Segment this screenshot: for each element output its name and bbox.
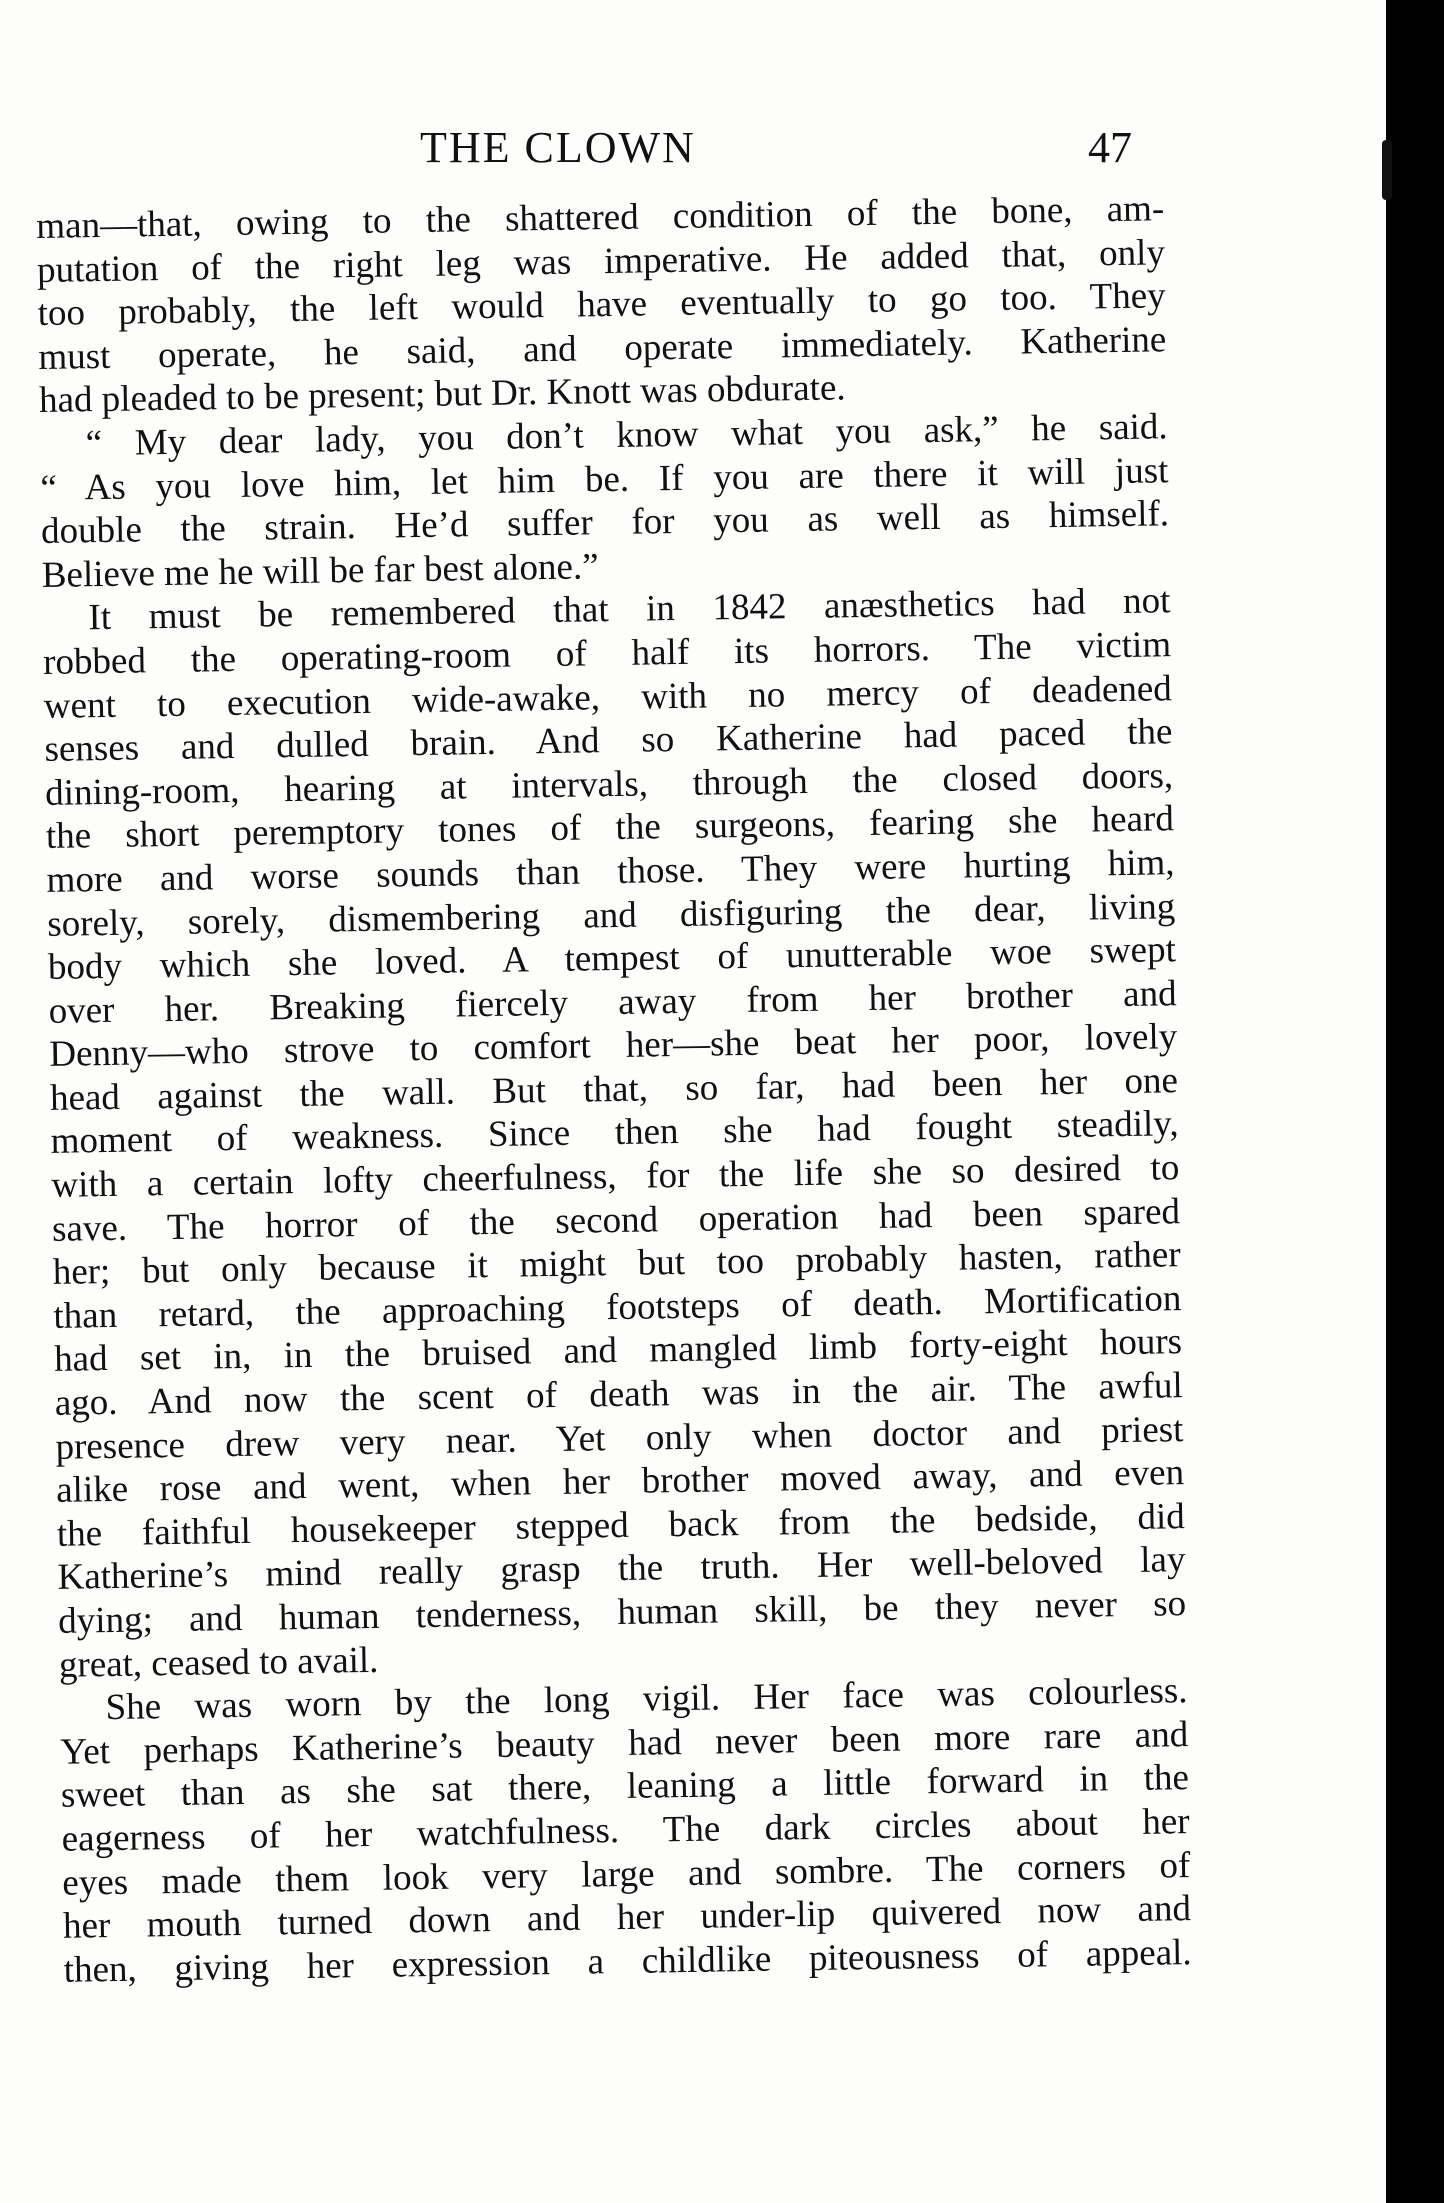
text-line: great, ceased to avail. — [58, 1639, 379, 1686]
text-line: went to execution wide-awake, with no mercy of deadened — [43, 667, 1173, 727]
text-line: It must be remembered that in 1842 anæsthetics had not — [88, 580, 1171, 639]
text-line: sorely, sorely, dismembering and disfiguring the dear, living — [46, 885, 1176, 945]
text-line: head against the wall. But that, so far, had been her one — [49, 1060, 1179, 1119]
text-line: eyes made them look very large and sombre. The corners of — [62, 1844, 1191, 1904]
text-line: her mouth turned down and her under-lip quivered now and — [62, 1888, 1192, 1947]
text-line: save. The horror of the second operation had been spared — [51, 1190, 1181, 1250]
text-line: “ As you love him, let him be. If you are there it will just — [40, 449, 1169, 509]
body-text — [36, 187, 1192, 1992]
text-line: Denny—who strove to comfort her—she beat her poor, lovely — [49, 1016, 1178, 1076]
text-line: more and worse sounds than those. They were hurting him, — [46, 842, 1175, 901]
text-line: double the strain. He’d suffer for you as well as himself. — [40, 493, 1170, 553]
text-line: ago. And now the scent of death was in the air. The awful — [54, 1365, 1184, 1424]
running-header — [0, 118, 1444, 178]
text-line: man—that, owing to the shattered condition of the bone, am- — [36, 188, 1165, 247]
text-line: her; but only because it might but too probably hasten, rather — [52, 1234, 1181, 1294]
text-line: body which she loved. A tempest of unutterable woe swept — [47, 929, 1177, 988]
text-line: then, giving her expression a childlike piteousness of appeal. — [63, 1931, 1192, 1991]
text-line: eagerness of her watchfulness. The dark circles about her — [61, 1801, 1190, 1860]
text-line: the faithful housekeeper stepped back from the bedside, did — [56, 1495, 1186, 1555]
text-line: presence drew very near. Yet only when doctor and priest — [55, 1408, 1184, 1468]
text-line: over her. Breaking fiercely away from her brother and — [48, 972, 1177, 1032]
text-line: had pleaded to be present; but Dr. Knott was obdurate. — [38, 367, 846, 422]
text-line: had set in, in the bruised and mangled limb forty-eight hours — [53, 1321, 1183, 1381]
text-line: alike rose and went, when her brother moved away, and even — [55, 1452, 1185, 1512]
text-line: putation of the right leg was imperative. He added that, only — [36, 231, 1166, 291]
text-line: with a certain lofty cheerfulness, for the life she so desired to — [51, 1147, 1180, 1206]
scan-dark-edge — [1386, 0, 1444, 2203]
text-line: sweet than as she sat there, leaning a little forward in the — [60, 1757, 1190, 1817]
text-line: dining-room, hearing at intervals, through the closed doors, — [44, 754, 1174, 814]
running-title: THE CLOWN — [420, 123, 696, 172]
text-line: the short peremptory tones of the surgeons, fearing she heard — [45, 798, 1175, 858]
text-line: dying; and human tenderness, human skill, be they never so — [57, 1583, 1187, 1642]
text-line: “ My dear lady, you don’t know what you ask,” he said. — [85, 406, 1168, 465]
text-line: senses and dulled brain. And so Katherine had paced the — [44, 711, 1173, 771]
text-line: Katherine’s mind really grasp the truth. Her well-beloved lay — [57, 1539, 1186, 1599]
page-number: 47 — [1088, 123, 1132, 172]
text-line: Believe me he will be far best alone.” — [41, 545, 599, 596]
text-line: moment of weakness. Since then she had fought steadily, — [50, 1103, 1179, 1163]
text-line: too probably, the left would have eventually to go too. They — [37, 275, 1166, 335]
text-line: She was worn by the long vigil. Her face was colourless. — [105, 1670, 1188, 1729]
text-line: than retard, the approaching footsteps of death. Mortification — [53, 1277, 1182, 1337]
text-line: Yet perhaps Katherine’s beauty had never been more rare and — [59, 1713, 1189, 1773]
text-line: robbed the operating-room of half its horrors. The victim — [42, 624, 1172, 683]
text-line: must operate, he said, and operate immediately. Katherine — [38, 319, 1167, 378]
